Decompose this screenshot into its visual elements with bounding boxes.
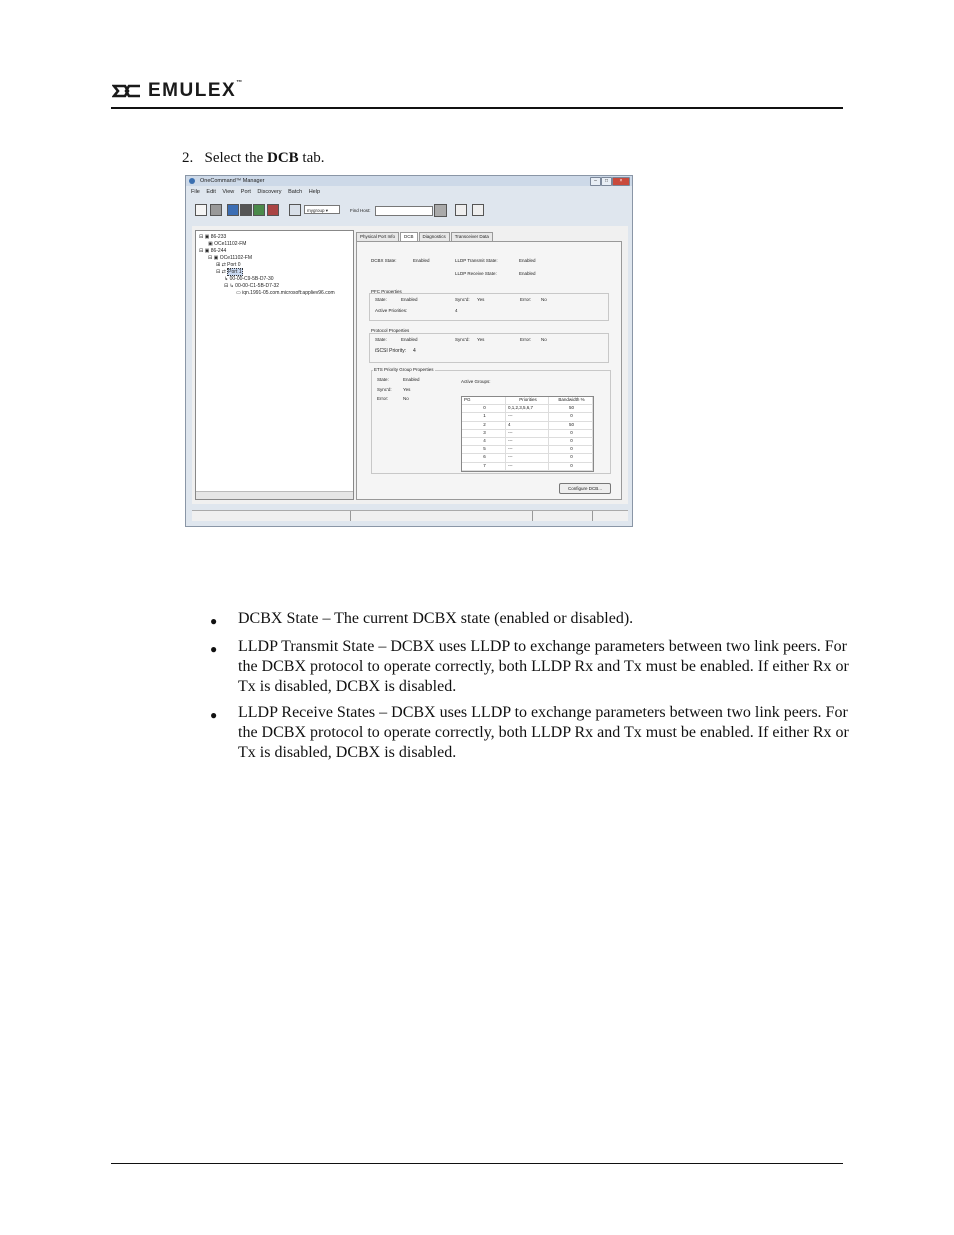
menu-edit[interactable]: Edit [206, 189, 216, 195]
list-item: ● LLDP Transmit State – DCBX uses LLDP to exchange parameters between two link peers. For the DCBX protocol to operate correctly, both LLDP Rx and Tx must be enabled. If either Rx or Tx is disabled, DCBX is disabled. [210, 638, 849, 695]
list-item: ● LLDP Receive States – DCBX uses LLDP to exchange parameters between two link peers. For the DCBX protocol to operate correctly, both LLDP Rx and Tx must be enabled. If either Rx or Tx is disabled, DCBX is disabled. [210, 704, 849, 761]
lldp-tx-value: Enabled [519, 258, 536, 263]
tree-host-1[interactable]: ⊟ ▣ 86-233 [199, 234, 227, 240]
table-row [462, 413, 593, 421]
tab-diagnostics[interactable]: Diagnostics [419, 232, 450, 241]
protocol-sync-value: Yes [477, 337, 485, 342]
table-cell: 50 [549, 405, 593, 412]
table-cell: 0 [549, 463, 593, 470]
table-cell: --- [506, 463, 549, 470]
tree-adapter-2[interactable]: ⊟ ▣ OCe11102-FM [208, 255, 253, 261]
table-cell: 0,1,2,3,5,6,7 [506, 405, 549, 412]
table-row [462, 438, 593, 446]
view-icon[interactable] [210, 204, 222, 216]
tree-mac-2[interactable]: ⊟ ↳ 00-00-C1-5B-D7-32 [224, 283, 280, 289]
table-row [462, 463, 593, 471]
table-cell: 0 [549, 438, 593, 445]
dcbx-state-label: DCBX State: [371, 258, 397, 263]
status-bar [192, 510, 628, 521]
fabric-view-icon[interactable] [240, 204, 252, 216]
active-groups-label: Active Groups: [461, 379, 491, 384]
table-cell: 3 [462, 430, 506, 437]
protocol-state-value: Enabled [401, 337, 418, 342]
status-divider [350, 511, 351, 521]
bullet-list [210, 609, 850, 769]
help-icon[interactable] [472, 204, 484, 216]
table-cell: 1 [462, 413, 506, 420]
menu-discovery[interactable]: Discovery [257, 189, 282, 195]
status-divider [592, 511, 593, 521]
header-rule [111, 107, 843, 109]
pfc-state-label: State: [375, 297, 387, 302]
protocol-error-value: No [541, 337, 547, 342]
new-icon[interactable] [195, 204, 207, 216]
menu-help[interactable]: Help [308, 189, 321, 195]
table-row [462, 454, 593, 462]
find-icon[interactable] [434, 204, 447, 217]
table-cell: 5 [462, 446, 506, 453]
ets-error-value: No [403, 396, 409, 401]
list-item: ● DCBX State – The current DCBX state (enabled or disabled). [210, 610, 634, 628]
toolbar [192, 202, 626, 222]
window-titlebar [186, 176, 632, 186]
maximize-button[interactable]: □ [601, 177, 612, 186]
group-select[interactable]: mygroup ▾ [304, 205, 340, 214]
refresh-icon[interactable] [455, 204, 467, 216]
dcb-panel [356, 241, 622, 500]
pfc-active-label: Active Priorities: [375, 308, 408, 313]
group-view-icon[interactable] [267, 204, 279, 216]
ets-state-label: State: [377, 377, 389, 382]
host-view-icon[interactable] [227, 204, 239, 216]
table-cell: 7 [462, 463, 506, 470]
find-host-label: Find Host: [350, 208, 371, 213]
local-view-icon[interactable] [253, 204, 265, 216]
ets-sync-value: Yes [403, 387, 411, 392]
table-cell: 0 [462, 405, 506, 412]
tree-port-1[interactable]: ⊟ ⇄ Port 1 [216, 269, 242, 275]
step-instruction: 2. Select the DCB tab. [182, 150, 325, 166]
pfc-sync-label: Sync'd: [455, 297, 470, 302]
ets-error-label: Error: [377, 396, 389, 401]
tree-horizontal-scrollbar[interactable] [196, 491, 353, 499]
table-cell: 50 [549, 422, 593, 429]
discovery-tree [195, 230, 354, 500]
app-icon [189, 178, 195, 184]
lldp-rx-value: Enabled [519, 271, 536, 276]
menu-view[interactable]: View [222, 189, 235, 195]
table-row [462, 422, 593, 430]
brand-name: EMULEX™ [148, 80, 244, 101]
menu-port[interactable]: Port [240, 189, 251, 195]
pfc-active-value: 4 [455, 308, 458, 313]
table-cell: 0 [549, 446, 593, 453]
ets-title: ETS Priority Group Properties [374, 367, 434, 372]
tree-iqn[interactable]: ▭ iqn.1991-05.com.microsoft:appliev96.com [236, 290, 335, 296]
tree-adapter-1[interactable]: ▣ OCe11102-FM [208, 241, 247, 247]
close-button[interactable]: × [612, 177, 630, 186]
table-row [462, 430, 593, 438]
protocol-state-label: State: [375, 337, 387, 342]
status-divider [532, 511, 533, 521]
pfc-sync-value: Yes [477, 297, 485, 302]
table-cell: 4 [462, 438, 506, 445]
menu-file[interactable]: File [191, 189, 200, 195]
table-header: PG Priorities Bandwidth % [462, 397, 593, 405]
tree-mac-1[interactable]: ↳ 00-00-C9-5B-D7-30 [224, 276, 274, 282]
tab-transceiver-data[interactable]: Transceiver Data [451, 232, 493, 241]
table-cell: 6 [462, 454, 506, 461]
tab-strip [356, 232, 494, 241]
onecommand-screenshot [185, 175, 633, 527]
details-pane [356, 230, 624, 502]
table-cell: 0 [549, 454, 593, 461]
minimize-button[interactable]: – [590, 177, 601, 186]
configure-dcb-button[interactable]: Configure DCB... [559, 483, 611, 494]
table-row [462, 405, 593, 413]
pfc-title: PFC Properties [371, 289, 402, 294]
protocol-sync-label: Sync'd: [455, 337, 470, 342]
protocol-title: Protocol Properties [371, 328, 410, 333]
tab-physical-port-info[interactable]: Physical Port Info [356, 232, 399, 241]
table-cell: --- [506, 438, 549, 445]
lldp-rx-label: LLDP Receive State: [455, 271, 497, 276]
table-cell: --- [506, 446, 549, 453]
pfc-state-value: Enabled [401, 297, 418, 302]
emulex-mark-icon [112, 83, 142, 99]
window-title: OneCommand™ Manager [200, 178, 265, 184]
table-cell: --- [506, 454, 549, 461]
footer-rule [111, 1163, 843, 1164]
active-groups-table [461, 396, 594, 472]
table-cell: 4 [506, 422, 549, 429]
pfc-error-value: No [541, 297, 547, 302]
iscsi-priority-label: iSCSI Priority: [375, 348, 407, 354]
menu-bar [191, 189, 325, 195]
table-cell: --- [506, 413, 549, 420]
table-cell: 2 [462, 422, 506, 429]
table-body [462, 405, 593, 471]
iscsi-priority-value: 4 [413, 348, 416, 354]
tab-dcb[interactable]: DCB [400, 232, 418, 241]
table-cell: 0 [549, 413, 593, 420]
protocol-error-label: Error: [520, 337, 532, 342]
lldp-tx-label: LLDP Transmit State: [455, 258, 498, 263]
tree-port-0[interactable]: ⊞ ⇄ Port 0 [216, 262, 241, 268]
table-row [462, 446, 593, 454]
ets-sync-label: Sync'd: [377, 387, 392, 392]
group-icon[interactable] [289, 204, 301, 216]
table-cell: 0 [549, 430, 593, 437]
dcbx-state-value: Enabled [413, 258, 430, 263]
find-host-input[interactable] [375, 206, 433, 216]
tree-host-2[interactable]: ⊟ ▣ 86-244 [199, 248, 227, 254]
menu-batch[interactable]: Batch [288, 189, 303, 195]
table-cell: --- [506, 430, 549, 437]
emulex-logo [112, 80, 244, 102]
ets-state-value: Enabled [403, 377, 420, 382]
pfc-error-label: Error: [520, 297, 532, 302]
